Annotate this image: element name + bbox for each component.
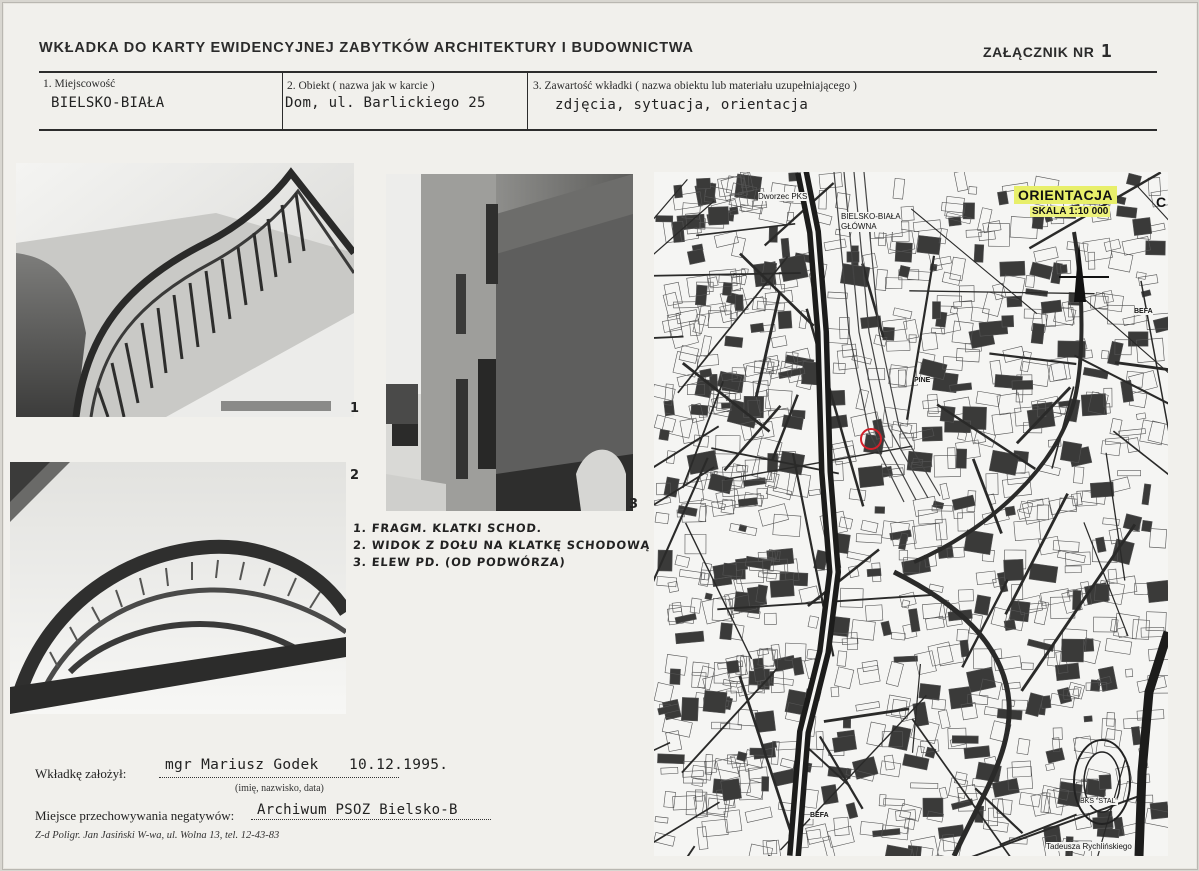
caption-3: 3. ELEW PD. (OD PODWÓRZA) [352, 555, 567, 569]
map-block [721, 779, 742, 801]
map-block [917, 235, 941, 254]
map-block [964, 746, 990, 759]
map-block [705, 593, 712, 600]
map-block [1012, 380, 1033, 389]
contents-value: zdjęcia, sytuacja, orientacja [555, 97, 809, 113]
founder-hint: (imię, nazwisko, data) [235, 783, 324, 794]
photo-number-1: 1 [350, 401, 360, 416]
map-block [726, 660, 739, 673]
map-block [932, 302, 940, 319]
map-block [735, 295, 743, 311]
printer-imprint: Z-d Poligr. Jan Jasiński W-wa, ul. Wolna 13, tel. 12-43-83 [35, 830, 280, 841]
form-top-rule [39, 71, 1157, 73]
orientation-map-image [654, 172, 1168, 856]
map-block [1099, 775, 1111, 790]
photo-number-3: 3 [629, 497, 639, 512]
map-block [762, 777, 769, 792]
map-block [974, 244, 984, 262]
object-label: 2. Obiekt ( nazwa jak w karcie ) [287, 80, 435, 92]
photo-staircase-fragment-image [16, 163, 354, 417]
map-block [696, 178, 710, 189]
map-block [725, 336, 743, 348]
map-block [1133, 217, 1152, 235]
map-block [949, 686, 973, 709]
map-block [1004, 619, 1016, 630]
map-block [974, 595, 990, 615]
map-block [722, 282, 732, 295]
map-orientation-label: ORIENTACJA [1014, 186, 1117, 204]
map-block [1029, 563, 1058, 582]
map-block [894, 656, 918, 662]
map-block [821, 784, 838, 804]
map-block [656, 216, 673, 222]
map-block [779, 255, 808, 282]
map-block [1041, 300, 1062, 314]
map-block [1062, 639, 1084, 662]
map-pine-label: PINE [914, 377, 931, 384]
card-title: WKŁADKA DO KARTY EWIDENCYJNEJ ZABYTKÓW ARCHITEKTURY I BUDOWNICTWA [39, 40, 694, 56]
map-block [832, 735, 856, 752]
map-block [1146, 241, 1166, 255]
map-block [781, 238, 790, 258]
contents-label: 3. Zawartość wkładki ( nazwa obiektu lub materiału uzupełniającego ) [533, 80, 857, 92]
map-block [681, 697, 698, 721]
map-block [670, 669, 681, 685]
locality-value: BIELSKO-BIAŁA [51, 95, 165, 111]
map-block [720, 623, 733, 640]
map-block [657, 754, 684, 764]
founder-label: Wkładkę założył: [35, 766, 127, 781]
orientation-map [654, 172, 1168, 856]
map-block [1094, 584, 1109, 602]
map-bus-station-label: Dworzec PKS [758, 192, 808, 201]
photo-stairwell-from-below [10, 462, 346, 714]
annex-label [983, 41, 1112, 62]
photo-stairwell-from-below-image [10, 462, 346, 714]
map-block [899, 265, 911, 277]
field-divider-2 [527, 71, 528, 130]
map-block [956, 449, 967, 468]
map-block [659, 429, 670, 440]
map-block [952, 736, 978, 744]
photo-staircase-fragment [16, 163, 354, 417]
storage-value: Archiwum PSOZ Bielsko-B [257, 802, 458, 818]
map-block [919, 683, 941, 700]
caption-1: 1. FRAGM. KLATKI SCHOD. [352, 521, 543, 535]
annex-number: 1 [1100, 41, 1113, 62]
map-block [1097, 828, 1119, 838]
founder-name: mgr Mariusz Godek [165, 757, 319, 773]
map-block [1005, 506, 1016, 516]
field-divider-1 [282, 71, 283, 130]
map-block [737, 752, 747, 762]
storage-dotted-line [251, 818, 491, 820]
map-block [867, 568, 881, 576]
object-value: Dom, ul. Barlickiego 25 [285, 95, 486, 111]
locality-label: 1. Miejscowość [43, 78, 116, 90]
map-befa-bottom-label: BEFA [810, 812, 829, 819]
map-block [1116, 206, 1137, 218]
map-block [1061, 265, 1068, 273]
map-street-label: Tadeusza Rychlińskiego [1046, 842, 1132, 851]
form-bottom-rule [39, 129, 1157, 131]
map-block [1147, 580, 1168, 602]
map-block [778, 311, 792, 329]
map-block [923, 798, 943, 817]
caption-2: 2. WIDOK Z DOŁU NA KLATKĘ SCHODOWĄ [352, 538, 651, 552]
map-block [750, 748, 773, 755]
map-block [1004, 559, 1024, 580]
map-block [847, 252, 859, 262]
map-station-label: BIELSKO-BIAŁA GŁÓWNA [841, 212, 901, 231]
map-block [703, 691, 727, 714]
map-block [883, 327, 895, 340]
photo-south-elevation-image [386, 174, 633, 511]
map-block [997, 191, 1008, 205]
map-block [691, 405, 708, 416]
map-edge-letter: C [1156, 194, 1167, 210]
photo-number-2: 2 [350, 468, 360, 483]
map-block [843, 719, 850, 728]
map-block [687, 249, 705, 265]
map-block [875, 507, 885, 514]
annex-label-text: ZAŁĄCZNIK NR [983, 44, 1095, 60]
map-block [1000, 261, 1025, 276]
map-block [675, 631, 704, 644]
map-scale-label: SKALA 1:10 000 [1032, 206, 1109, 217]
map-block [750, 323, 764, 333]
map-block [1055, 663, 1080, 681]
founder-dotted-line [159, 776, 399, 778]
inventory-card [2, 2, 1198, 870]
map-block [1010, 601, 1030, 622]
map-block [895, 242, 912, 262]
map-block [1002, 315, 1014, 327]
map-block [858, 466, 884, 488]
map-block [770, 580, 794, 598]
map-block [1031, 323, 1045, 344]
map-block [1083, 639, 1094, 652]
map-block [1084, 716, 1092, 722]
storage-label: Miejsce przechowywania negatywów: [35, 808, 235, 823]
map-stadium-label: BKS "STAL" [1080, 798, 1118, 805]
map-block [945, 420, 971, 432]
photo-south-elevation [386, 174, 633, 511]
map-block [1060, 441, 1082, 463]
founder-date: 10.12.1995. [349, 757, 449, 773]
map-block [708, 207, 729, 226]
map-befa-top-label: BEFA [1134, 308, 1153, 315]
